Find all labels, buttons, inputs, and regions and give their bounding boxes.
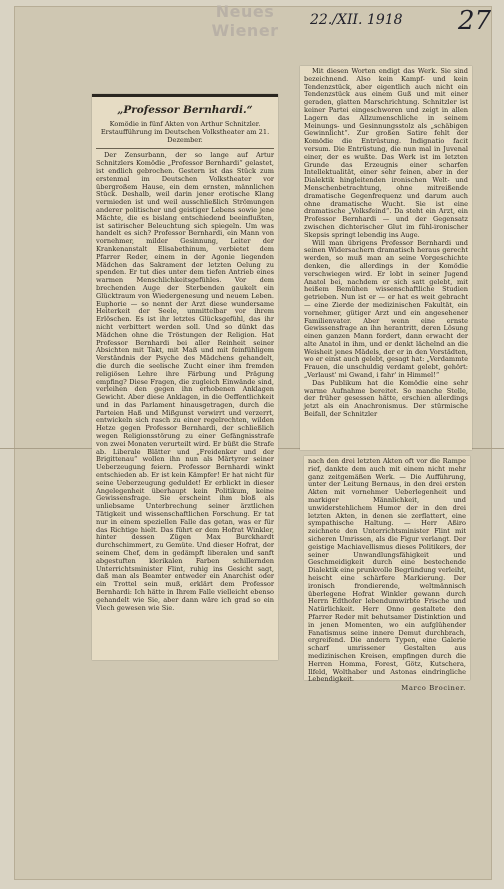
newspaper-stamp: Neues Wiener [211,2,279,40]
article-right-column-top [300,66,472,450]
article-paragraph: Mit diesen Worten endigt das Werk. Sie sind bezeichnend. Also kein Kampf- und kein Tendenzstück, aber eigentlich auch nicht ein Tendenzstück aus einem Guß und mit einer geraden, glatten Marschrichtung. Schnitzler ist keiner Partei eingeschworen und zeigt in allen Lagern das Allzumenschliche in seinem Meinungs- und Gesinnungsstolz als „schäbigen Gewinnlicht“. Zur großen Satire fehlt der Komödie die Entrüstung. Indignatio facit versum. Die Entrüstung, die nun mal in Juvenal einer, der es wußte. Das Werk ist im letzten Grunde das Erzeugnis einer scharfen Intellektualität, einer sehr feinen, aber in der Dialektik hingleitenden ironischen Welt- und Menschenbetrachtung, ohne mitreißende dramatische Gegenfrequenz und darum auch ohne dramatische Wucht. Sie ist eine dramatische „Volksfeind“. Da steht ein Arzt, ein Professor Bernhardi — und der Gegensatz zwischen dichterischer Glut im fühl-ironischer Skepsis springt lebendig ins Auge. [304,67,468,239]
author-signature: Marco Brociner. [401,684,466,693]
article-paragraph: Will man übrigens Professor Bernhardi und seinen Widersachern dramatisch heraus gerecht werden, so muß man an seine Vorgeschichte denken, die allerdings in der Komödie verschwiegen wird. Er lobt in seiner Jugend Anatol bei, nachdem er sich satt gelebt, mit heißem Bemühen wissenschaftliche Studien getrieben. Nun ist er — er hat es weit gebracht — eine Zierde der medizinischen Fakultät, ein vornehmer, gütiger Arzt und ein angesehener Familienvater. Aber wenn eine ernste Gewissensfrage an ihn herantritt, deren Lösung einen ganzen Mann fordert, dann erwacht der alte Anatol in ihm, und er denkt lächelnd an die Weisheit jenes Mädels, der er in den Vorstädten, wo er einst auch gelebt, gesagt hat: „Verdammte Frauen, die unschuldig verdamt gelebt, gehört: „Verlaust' mi Gwand, i fahr' in Himmel!“ [304,238,468,380]
handwritten-date: 22./XII. 1918 [310,12,403,28]
article-right-column-bottom [304,456,470,693]
column-top-rule [92,94,278,97]
handwritten-page-number: 27 [458,6,492,36]
article-subtitle: Komödie in fünf Akten von Arthur Schnitzler. Erstaufführung im Deutschen Volkstheater am 21. Dezember. [100,120,270,144]
article-paragraph: Der Zensurbann, der so lange auf Artur Schnitzlers Komödie „Professor Bernhardi“ gelastet, ist endlich gebrochen. Gestern ist das Stück zum erstenmal im Deutschen Volkstheater vor übergroßem Hause, ein dem ernsten, männlichen Stück. Deshalb, weil darin jener erotische Klang vermieden ist und weil ausschließlich Strömungen anderer politischer und geistiger Lebens sowie jene Mächte, die es bislang entschiedend beeinflußten, ist satirischer Beleuchtung sich spiegeln. Um was handelt es sich? Professor Bernhardi, ein Mann von vornehmer, milder Gesinnung, Leiter der Krankenanstalt Elisabethinum, verbietet dem Pfarrer Reder, einem in der Agonie liegenden Mädchen das Sakrament der letzten Oelung zu spenden. Er tut dies unter dem tiefen Antrieb eines warmen Menschlichkeitsgefühles. Vor dem brechenden Auge der Sterbenden gaukelt ein Glücktraum von Wiedergenesung und neuem Leben. Euphorie — so nennt der Arzt diese wundersame Heiterkeit der Seele, unmittelbar vor ihrem Erlöschen. Es ist ihr letztes Glücksgefühl, das ihr nicht verbittert werden soll. Und so dünkt das Mädchen ohne die Tröstungen der Religion. Hat Professor Bernhardi bei aller Reinheit seiner Absichten mit Takt, mit Maß und mit feinfühligem Verständnis der Psyche des Mädchens gehandelt, die durch die seelische Zucht einer ihm fremden religiösen Lehre ihre Färbung und Prägung empfing? Diese Fragen, die zugleich Einwände sind, verleihen den gegen ihn erhobenen Anklagen Gewicht. Aber diese Anklagen, in die Oeffentlichkeit und in das Parlament hinausgetragen, durch die Parteien Haß und Mißgunst verwirrt und verzerrt, entwickeln sich rasch zu einer regelrechten, wilden Hetze gegen Professor Bernhardi, der schließlich wegen Religionsstörung zu einer Gefängnisstrafe von zwei Monaten verurteilt wird. Er büßt die Strafe ab. Liberale Blätter und „Freidenker und der Brigittenau“ wollen ihn nun als Märtyrer seiner Ueberzeugung feiern. Professor Bernhardi winkt entschieden ab. Er ist kein Kämpfer! Er hat nicht für seine Ueberzeugung geduldet! Er erblickt in dieser Angelegenheit überhaupt kein Politikum, keine Gewissensfrage. Sie erscheint ihm bloß als unliebsame Unterbrechung seiner ärztlichen Tätigkeit und wissenschaftlichen Forschung. Er tat nur in einem speziellen Falle das getan, was er für das Richtige hielt. Das führt er dem Hofrat Winkler, hinter dessen Zügen Max Burckhardt durchschimmert, zu Gemüte. Und dieser Hofrat, der seinem Chef, dem in gedämpft liberalen und sanft abgestuften klerikalen Farben schillernden Unterrichtsminister Flint, ruhig ins Gesicht sagt, daß man als Beamter entweder ein Anarchist oder ein Trottel sein muß, erklärt dem Professor Bernhardi: Ich hätte in Ihrem Falle vielleicht ebenso gehandelt wie Sie, aber dann wäre ich grad so ein Viech gewesen wie Sie. [96,151,274,612]
article-left-column [92,94,278,660]
article-title: „Professor Bernhardi.“ [117,104,253,116]
divider [96,148,274,149]
article-paragraph: Das Publikum hat die Komödie eine sehr warme Aufnahme bereitet. So manche Stelle, der früher gesessen hätte, erschien allerdings jetzt als ein Anachronismus. Der stürmische Beifall, der Schnitzler [304,378,468,419]
article-paragraph: nach den drei letzten Akten oft vor die Rampe rief, dankte dem auch mit einem nicht mehr ganz zeitgemäßen Werk. — Die Aufführung, unter der Leitung Bernaus, in den drei ersten Akten mit vornehmer Ueberlegenheit und markiger Männlichkeit, und unwiderstehlichem Humor der in den drei letzten Akten, in denen sie zerflattert, eine sympathische Haltung. — Herr Aßiro zeichnete den Unterrichtsminister Flint mit sicheren Umrissen, als die Figur verlangt. Der geistige Machiavellismus dieses Politikers, der seiner Unwandlungsfähigkeit und Geschmeidigkeit durch eine bestechende Dialektik eine prunkvolle Begründung verleiht, heischt eine schärfere Markierung. Der ironisch frondierende, weltmännisch überlegene Hofrat Winkler gewann durch Herrn Edthofer lebendumwirbte Frische und Natürlichkeit. Herr Onno gestaltete den Pfarrer Reder mit behutsamer Distinktion und in jenen Momenten, wo ein aufglühender Fanatismus seine innere Demut durchbrach, ergreifend. Die andern Typen, eine Galerie scharf umrissener Gestalten aus medizinischen Kreisen, empfingen durch die Herren Homma, Forest, Götz, Kutschera, Ilfeld, Wolthaber und Astonas eindringliche Lebendigkeit. [308,457,466,684]
